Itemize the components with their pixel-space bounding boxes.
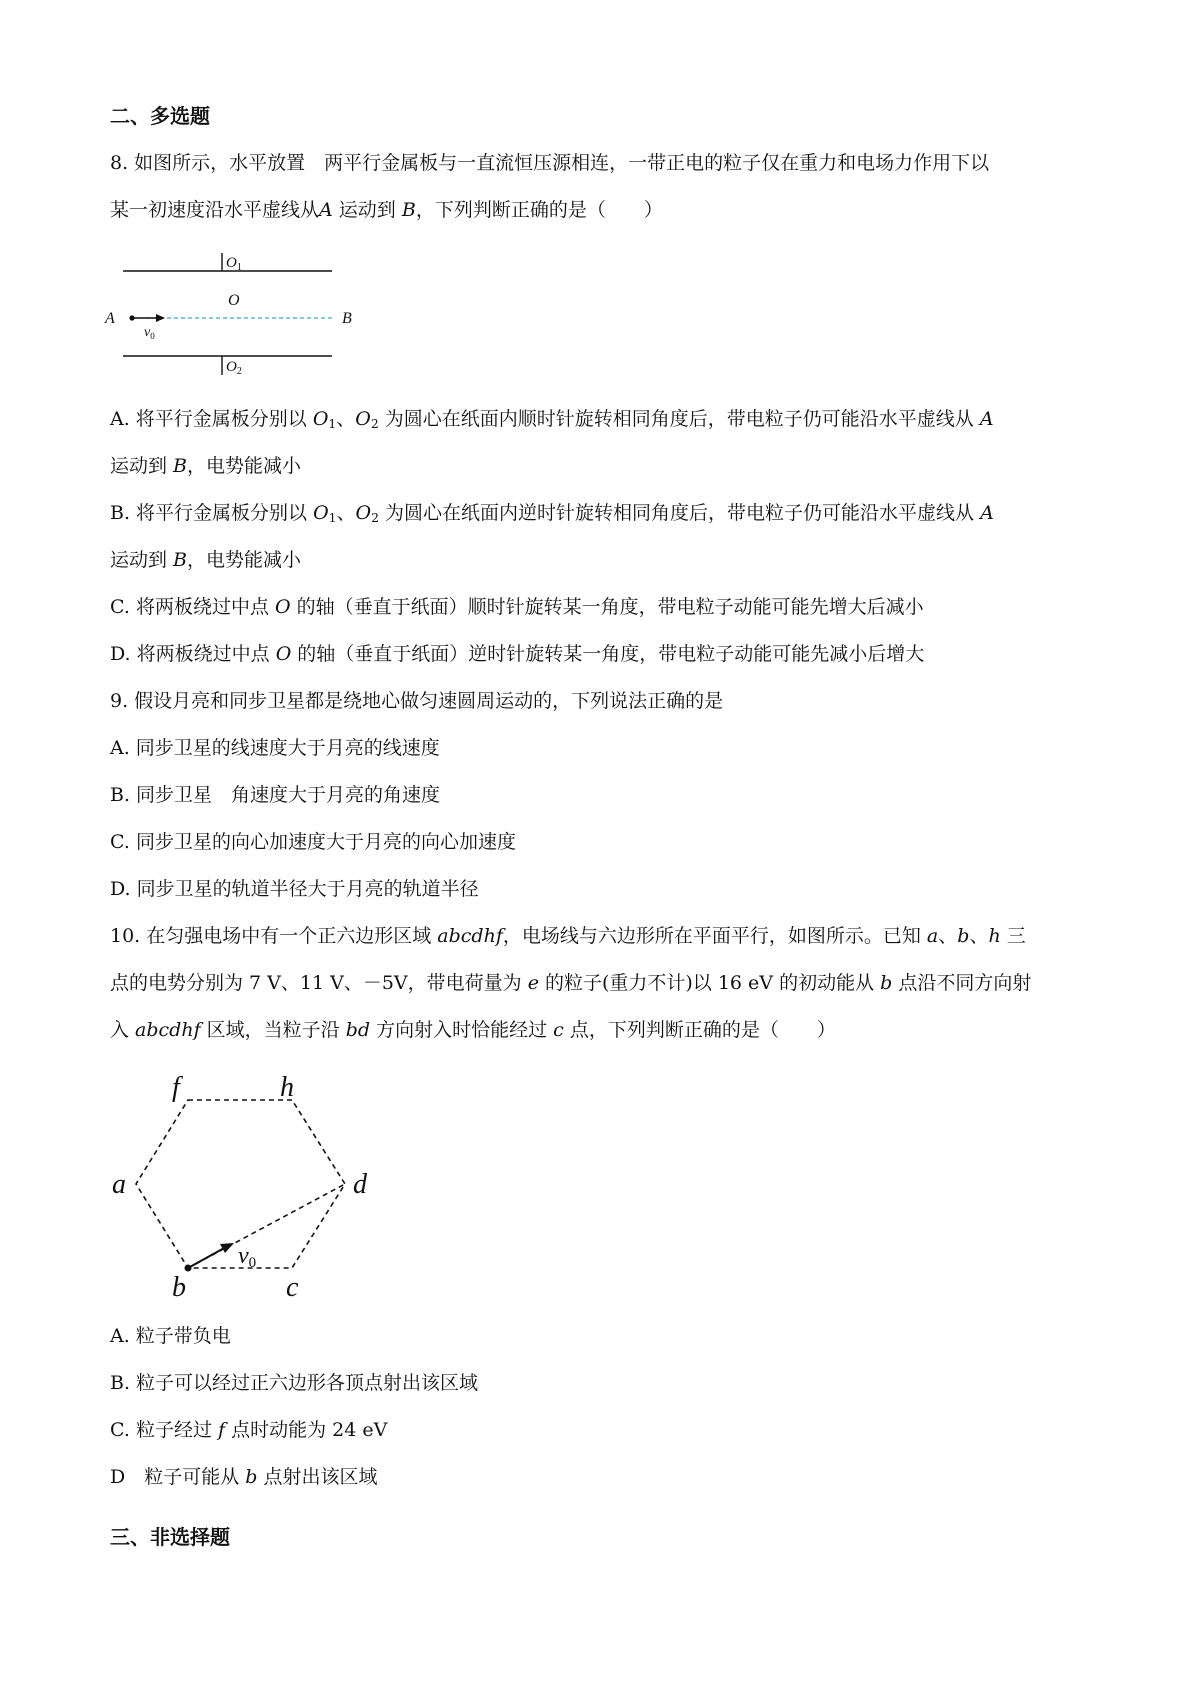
q9-option-B: B. 同步卫星 角速度大于月亮的角速度 — [110, 784, 441, 806]
section-title-multiple-choice: 二、多选题 — [110, 104, 210, 128]
stem-text: 10. 在匀强电场中有一个正六边形区域 — [110, 925, 438, 947]
stem-text: 入 — [110, 1019, 136, 1041]
option-text: C. 粒子经过 — [110, 1419, 218, 1441]
q8-option-A-line1 — [110, 408, 994, 432]
separator: 、 — [938, 925, 958, 947]
q8-stem-text: 某一初速度沿水平虚线从 — [110, 199, 320, 221]
point-B: B — [173, 549, 188, 571]
subscript: 1 — [328, 511, 337, 526]
label-d: d — [353, 1169, 367, 1200]
point-A: A — [319, 199, 333, 221]
option-text: A. 将平行金属板分别以 — [110, 408, 313, 430]
point-B: B — [401, 199, 416, 221]
label-O2: $O_2$ — [226, 359, 242, 377]
subscript: 1 — [328, 417, 337, 432]
q10-option-D — [110, 1468, 378, 1487]
stem-text: 点的电势分别为 7 V、11 V、－5V，带电荷量为 — [110, 972, 528, 994]
label-v0: $v_0$ — [144, 325, 155, 341]
q9-option-A: A. 同步卫星的线速度大于月亮的线速度 — [110, 737, 440, 759]
q10-hexagon-figure — [110, 1068, 370, 1303]
separator: 、 — [969, 925, 989, 947]
label-a: a — [112, 1169, 126, 1200]
separator: 、 — [336, 408, 356, 430]
label-h: h — [280, 1072, 294, 1103]
label-f: f — [172, 1072, 180, 1103]
label-c: c — [286, 1272, 299, 1303]
point-c: c — [553, 1019, 564, 1041]
q10-option-C — [110, 1421, 387, 1440]
option-text: D 粒子可能从 — [110, 1466, 246, 1488]
point-A: A — [979, 408, 994, 430]
velocity-arrow-head — [220, 1243, 234, 1253]
stem-text: 点沿不同方向射 — [892, 972, 1032, 994]
q10-stem-line2 — [110, 974, 1031, 993]
subscript: 2 — [370, 417, 379, 432]
label-O: O — [228, 292, 240, 309]
point-O2: O — [355, 502, 372, 524]
point-O: O — [274, 596, 291, 618]
separator: 、 — [336, 502, 356, 524]
q8-stem-text: 运动到 — [332, 199, 402, 221]
hexagon-name: abcdhf — [437, 925, 503, 947]
point-O2: O — [355, 408, 371, 430]
stem-text: 点，下列判断正确的是（ ） — [563, 1019, 836, 1041]
subscript: 2 — [371, 511, 379, 526]
point-A: A — [980, 502, 994, 524]
q9-option-C: C. 同步卫星的向心加速度大于月亮的向心加速度 — [110, 831, 516, 853]
q10-option-B: B. 粒子可以经过正六边形各顶点射出该区域 — [110, 1372, 479, 1394]
point-O1: O — [313, 502, 329, 524]
q10-stem-line1 — [110, 927, 1026, 946]
q8-capacitor-figure — [105, 245, 375, 375]
option-text: ，电势能减小 — [187, 549, 302, 571]
charge-e: e — [527, 972, 539, 994]
stem-text: 方向射入时恰能经过 — [370, 1019, 554, 1041]
velocity-arrow — [188, 1247, 226, 1268]
q9-stem: 9. 假设月亮和同步卫星都是绕地心做匀速圆周运动的，下列说法正确的是 — [110, 690, 724, 712]
stem-text: 的粒子(重力不计)以 16 eV 的初动能从 — [538, 972, 881, 994]
q8-option-A-line2 — [110, 457, 301, 476]
velocity-arrow-head — [156, 314, 165, 322]
point-b: b — [245, 1466, 258, 1488]
stem-text: 三 — [1000, 925, 1026, 947]
q8-option-B-line2 — [110, 551, 301, 570]
point-b: b — [957, 925, 970, 947]
point-O1: O — [312, 408, 329, 430]
point-a: a — [926, 925, 939, 947]
q8-option-D — [110, 645, 924, 664]
option-text: 点射出该区域 — [257, 1466, 378, 1488]
q8-stem-text: ，下列判断正确的是（ ） — [415, 199, 663, 221]
q8-stem-line2 — [110, 201, 663, 220]
label-B: B — [342, 310, 352, 327]
q9-option-D: D. 同步卫星的轨道半径大于月亮的轨道半径 — [110, 878, 479, 900]
label-O1: $O_1$ — [226, 255, 242, 273]
option-text: 运动到 — [110, 455, 174, 477]
q8-option-B-line1 — [110, 502, 994, 526]
hexagon-name: abcdhf — [135, 1019, 201, 1041]
option-text: 点时动能为 24 eV — [225, 1419, 388, 1441]
option-text: 运动到 — [110, 549, 174, 571]
q8-option-C — [110, 598, 924, 617]
option-text: B. 将平行金属板分别以 — [110, 502, 314, 524]
q8-stem-line1: 8. 如图所示，水平放置 两平行金属板与一直流恒压源相连，一带正电的粒子仅在重力和电场力作用下以 — [110, 152, 990, 174]
option-text: 为圆心在纸面内顺时针旋转相同角度后，带电粒子仍可能沿水平虚线从 — [378, 408, 980, 430]
section-title-non-multiple-choice: 三、非选择题 — [110, 1525, 230, 1549]
option-text: C. 将两板绕过中点 — [110, 596, 275, 618]
point-f: f — [217, 1419, 226, 1441]
point-h: h — [988, 925, 1001, 947]
option-text: 的轴（垂直于纸面）顺时针旋转某一角度，带电粒子动能可能先增大后减小 — [290, 596, 924, 618]
option-text: 的轴（垂直于纸面）逆时针旋转某一角度，带电粒子动能可能先减小后增大 — [291, 643, 925, 665]
point-b: b — [880, 972, 893, 994]
q10-stem-line3 — [110, 1021, 836, 1040]
point-O: O — [275, 643, 292, 665]
stem-text: 区域，当粒子沿 — [200, 1019, 346, 1041]
stem-text: ，电场线与六边形所在平面平行，如图所示。已知 — [502, 925, 927, 947]
label-b: b — [172, 1272, 186, 1303]
option-text: ，电势能减小 — [187, 455, 302, 477]
q10-option-A: A. 粒子带负电 — [110, 1325, 231, 1347]
option-text: 为圆心在纸面内逆时针旋转相同角度后，带电粒子仍可能沿水平虚线从 — [378, 502, 981, 524]
point-B: B — [173, 455, 188, 477]
label-v0: v0 — [238, 1243, 257, 1271]
option-text: D. 将两板绕过中点 — [110, 643, 276, 665]
direction-bd: bd — [345, 1019, 371, 1041]
label-A: A — [105, 310, 115, 327]
